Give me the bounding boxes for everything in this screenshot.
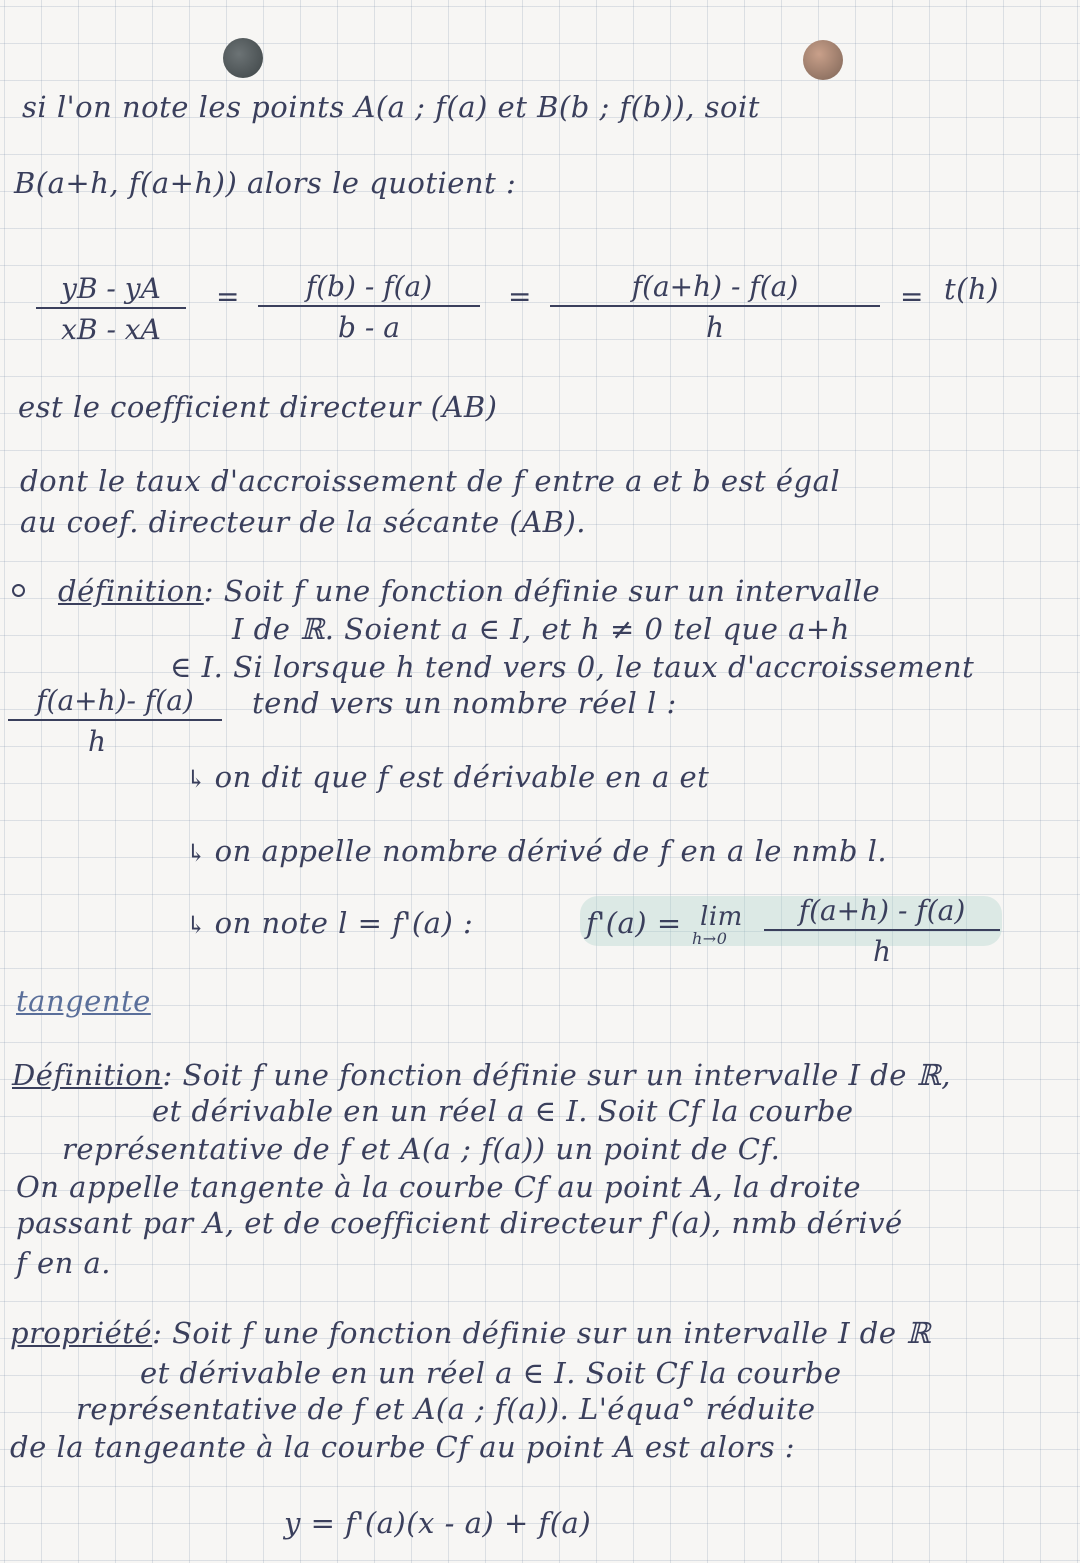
propriete-line-1: : Soit f une fonction définie sur un intervalle I de ℝ [152,1316,931,1350]
fraction-denominator: xB - xA [61,313,161,346]
tangent-equation: y = f'(a)(x - a) + f(a) [284,1506,592,1540]
fraction-denominator: h [872,935,892,968]
definition-2-label: Définition [12,1058,163,1092]
side-fraction-taux [8,684,222,758]
limit-subscript: h→0 [692,929,728,948]
definition-1-line-2: I de ℝ. Soient a ∈ I, et h ≠ 0 tel que a+h [232,612,850,646]
limit-label: lim [700,902,743,932]
definition-1-line-1: : Soit f une fonction définie sur un intervalle [203,574,881,608]
fraction-denominator: h [88,725,107,758]
coefficient-line: est le coefficient directeur (AB) [18,390,498,424]
punch-hole-right [803,40,843,80]
definition-1-line-4: tend vers un nombre réel l : [252,686,677,720]
bullet-dot [12,584,25,597]
fraction-numerator: f(a+h)- f(a) [8,684,222,721]
fraction-yb-ya [36,272,186,346]
arrow-item-2 [186,834,887,870]
punch-hole-left [223,38,263,78]
definition-2-heading [12,1058,951,1092]
fraction-denominator: h [705,311,725,344]
definition-2-line-2: et dérivable en un réel a ∈ I. Soit Cf la courbe [152,1094,854,1128]
arrow-icon: ↳ [186,911,207,939]
taux-line-2: au coef. directeur de la sécante (AB). [20,505,586,539]
equals-sign: = [900,280,924,313]
fraction-numerator: yB - yA [36,272,186,309]
fraction-fb-fa [258,270,480,344]
definition-2-line-6: f en a. [16,1246,112,1280]
propriete-label: propriété [10,1316,153,1350]
fraction-fah-fa [550,270,880,344]
arrow-icon: ↳ [186,765,207,793]
arrow-icon: ↳ [186,839,207,867]
intro-line-2: B(a+h, f(a+h)) alors le quotient : [14,166,517,200]
equals-sign: = [216,280,240,313]
arrow-item-3-text: on note l = f'(a) : [214,906,474,940]
propriete-line-3: représentative de f et A(a ; f(a)). L'équa° réduite [76,1392,816,1426]
fraction-numerator: f(a+h) - f(a) [550,270,880,307]
intro-line-1: si l'on note les points A(a ; f(a) et B(b ; f(b)), soit [22,90,760,124]
definition-2-line-4: On appelle tangente à la courbe Cf au point A, la droite [16,1170,862,1204]
arrow-item-1-text: on dit que f est dérivable en a et [214,760,710,794]
arrow-item-3 [186,906,473,942]
definition-1-label: définition [58,574,204,608]
propriete-line-4: de la tangeante à la courbe Cf au point A est alors : [10,1430,796,1464]
definition-1-heading [58,574,880,608]
arrow-item-1 [186,760,709,796]
definition-1-line-3: ∈ I. Si lorsque h tend vers 0, le taux d'accroissement [170,650,975,684]
definition-2-line-1: : Soit f une fonction définie sur un intervalle I de ℝ, [162,1058,951,1092]
definition-2-line-5: passant par A, et de coefficient directeur f'(a), nmb dérivé [16,1206,903,1240]
definition-2-line-3: représentative de f et A(a ; f(a)) un point de Cf. [62,1132,781,1166]
fraction-numerator: f(a+h) - f(a) [764,894,1000,931]
derivative-fraction [764,894,1000,968]
fraction-numerator: f(b) - f(a) [258,270,480,307]
section-title-tangente: tangente [16,984,151,1018]
fraction-denominator: b - a [338,311,400,344]
arrow-item-2-text: on appelle nombre dérivé de f en a le nmb l. [214,834,888,868]
propriete-line-2: et dérivable en un réel a ∈ I. Soit Cf la courbe [140,1356,842,1390]
taux-line-1: dont le taux d'accroissement de f entre a et b est égal [20,464,841,498]
propriete-heading [10,1316,931,1350]
quotient-result: t(h) [944,272,999,306]
equals-sign: = [508,280,532,313]
derivative-lhs: f'(a) = [586,906,682,940]
